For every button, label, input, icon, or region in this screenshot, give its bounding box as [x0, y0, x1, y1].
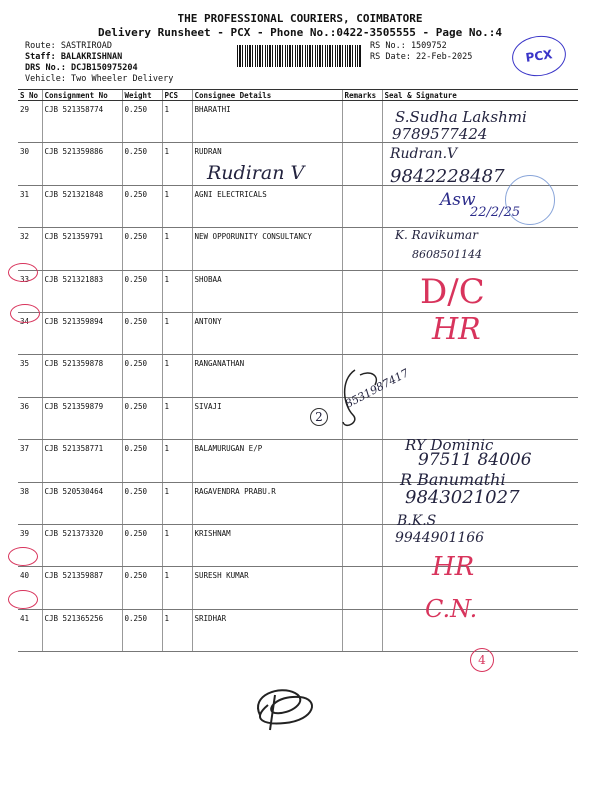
row-signature	[382, 101, 578, 143]
row-consignment: CJB 520530464	[42, 482, 122, 524]
note-40: HR	[432, 552, 475, 582]
row-signature	[382, 524, 578, 566]
table-row	[18, 101, 578, 143]
row-remarks	[342, 312, 382, 354]
col-consignee: Consignee Details	[192, 90, 342, 101]
row-signature	[382, 312, 578, 354]
col-remarks: Remarks	[342, 90, 382, 101]
row-consignment: CJB 521359878	[42, 355, 122, 397]
row-pcs: 1	[162, 143, 192, 185]
row-sno: 35	[18, 355, 42, 397]
row-signature	[382, 609, 578, 651]
signature-38: R Banumathi	[400, 470, 506, 489]
row-consignee: RUDRAN	[192, 143, 342, 185]
row-sno: 29	[18, 101, 42, 143]
row-41-circle	[8, 590, 38, 609]
row-consignee: SURESH KUMAR	[192, 567, 342, 609]
row-weight: 0.250	[122, 143, 162, 185]
row-sno: 41	[18, 609, 42, 651]
row-consignment: CJB 521359887	[42, 567, 122, 609]
company-seal	[505, 175, 555, 225]
row-consignment: CJB 521365256	[42, 609, 122, 651]
table-row	[18, 567, 578, 609]
date-31: 22/2/25	[470, 205, 521, 220]
phone-29: 9789577424	[392, 125, 488, 143]
signature-39: B.K.S	[397, 513, 437, 529]
signature-30: Rudran.V	[390, 146, 458, 162]
row-pcs: 1	[162, 228, 192, 270]
row-weight: 0.250	[122, 185, 162, 227]
table-row	[18, 524, 578, 566]
phone-32: 8608501144	[412, 248, 482, 261]
row-sno: 40	[18, 567, 42, 609]
row-weight: 0.250	[122, 101, 162, 143]
runsheet-title: Delivery Runsheet - PCX - Phone No.:0422-3505555 - Page No.:4	[98, 26, 502, 39]
row-sno: 39	[18, 524, 42, 566]
table-row	[18, 312, 578, 354]
vehicle-label: Vehicle: Two Wheeler Delivery	[25, 74, 174, 84]
row-consignee: BALAMURUGAN E/P	[192, 440, 342, 482]
row-remarks	[342, 482, 382, 524]
row-33-circle	[8, 263, 38, 282]
rs-date: RS Date: 22-Feb-2025	[370, 52, 473, 62]
row-remarks	[342, 440, 382, 482]
row-consignee: SRIDHAR	[192, 609, 342, 651]
route-label: Route: SASTRIROAD	[25, 41, 112, 51]
note-36: 2	[310, 408, 328, 426]
phone-39: 9944901166	[395, 530, 485, 546]
table-row	[18, 397, 578, 439]
staff-label: Staff: BALAKRISHNAN	[25, 52, 123, 62]
row-consignee: RAGAVENDRA PRABU.R	[192, 482, 342, 524]
row-consignment: CJB 521321883	[42, 270, 122, 312]
row-weight: 0.250	[122, 270, 162, 312]
row-pcs: 1	[162, 482, 192, 524]
row-remarks	[342, 101, 382, 143]
row-consignment: CJB 521358771	[42, 440, 122, 482]
phone-36: 8531987417	[343, 366, 411, 411]
table-row	[18, 440, 578, 482]
row-pcs: 1	[162, 609, 192, 651]
row-sno: 34	[18, 312, 42, 354]
col-signature: Seal & Signature	[382, 90, 578, 101]
row-consignee: RANGANATHAN	[192, 355, 342, 397]
phone-37: 97511 84006	[418, 450, 532, 470]
row-pcs: 1	[162, 567, 192, 609]
row-consignee: BHARATHI	[192, 101, 342, 143]
rs-number: RS No.: 1509752	[370, 41, 447, 51]
row-weight: 0.250	[122, 524, 162, 566]
row-weight: 0.250	[122, 228, 162, 270]
row-pcs: 1	[162, 270, 192, 312]
signature-37: RY Dominic	[405, 436, 494, 454]
row-consignee: AGNI ELECTRICALS	[192, 185, 342, 227]
row-signature	[382, 270, 578, 312]
row-sno: 37	[18, 440, 42, 482]
row-consignee: ANTONY	[192, 312, 342, 354]
row-sno: 33	[18, 270, 42, 312]
row-remarks	[342, 609, 382, 651]
row-weight: 0.250	[122, 440, 162, 482]
row-pcs: 1	[162, 355, 192, 397]
drs-label: DRS No.: DCJB150975204	[25, 63, 138, 73]
row-signature	[382, 440, 578, 482]
row-weight: 0.250	[122, 355, 162, 397]
barcode	[237, 45, 361, 67]
col-sno: S No	[18, 90, 42, 101]
row-pcs: 1	[162, 440, 192, 482]
circled-number: 4	[470, 648, 494, 672]
note-33: D/C	[420, 272, 485, 312]
row-signature	[382, 143, 578, 185]
col-weight: Weight	[122, 90, 162, 101]
col-pcs: PCS	[162, 90, 192, 101]
row-pcs: 1	[162, 101, 192, 143]
row-sno: 32	[18, 228, 42, 270]
row-remarks	[342, 228, 382, 270]
row-consignment: CJB 521359791	[42, 228, 122, 270]
row-weight: 0.250	[122, 482, 162, 524]
row-consignment: CJB 521358774	[42, 101, 122, 143]
table-row	[18, 355, 578, 397]
signature-29: S.Sudha Lakshmi	[395, 108, 527, 126]
delivery-table	[18, 89, 578, 652]
table-row	[18, 482, 578, 524]
row-signature	[382, 397, 578, 439]
note-41: C.N.	[425, 595, 478, 623]
table-row	[18, 228, 578, 270]
row-remarks	[342, 143, 382, 185]
row-sno: 36	[18, 397, 42, 439]
row-weight: 0.250	[122, 312, 162, 354]
row-sno: 38	[18, 482, 42, 524]
row-consignee: KRISHNAM	[192, 524, 342, 566]
row-signature	[382, 482, 578, 524]
row-signature	[382, 355, 578, 397]
note-34: HR	[432, 312, 481, 347]
row-remarks	[342, 567, 382, 609]
row-34-circle	[10, 304, 40, 323]
row-signature	[382, 228, 578, 270]
phone-38: 9843021027	[405, 487, 520, 508]
row-sno: 31	[18, 185, 42, 227]
row-remarks	[342, 270, 382, 312]
row-consignment: CJB 521359894	[42, 312, 122, 354]
table-row	[18, 185, 578, 227]
row-pcs: 1	[162, 524, 192, 566]
meta-left	[25, 41, 173, 85]
row-40-circle	[8, 547, 38, 566]
signature-31: Asw	[440, 190, 476, 210]
row-consignee: SIVAJI	[192, 397, 342, 439]
row-consignee: NEW OPPORUNITY CONSULTANCY	[192, 228, 342, 270]
company-title: THE PROFESSIONAL COURIERS, COIMBATORE	[177, 12, 423, 25]
row-consignment: CJB 521321848	[42, 185, 122, 227]
row-consignment: CJB 521359886	[42, 143, 122, 185]
row-weight: 0.250	[122, 397, 162, 439]
col-consignment: Consignment No	[42, 90, 122, 101]
row-signature	[382, 567, 578, 609]
row-sno: 30	[18, 143, 42, 185]
consignee-handwritten-name: Rudiran V	[207, 162, 305, 184]
row-consignment: CJB 521373320	[42, 524, 122, 566]
row-pcs: 1	[162, 397, 192, 439]
scribble-36	[335, 360, 395, 435]
pcx-stamp: PCX	[509, 32, 568, 79]
row-consignment: CJB 521359879	[42, 397, 122, 439]
meta-right	[370, 41, 472, 63]
table-row	[18, 143, 578, 185]
table-row	[18, 270, 578, 312]
phone-30: 9842228487	[390, 166, 505, 187]
row-pcs: 1	[162, 312, 192, 354]
row-pcs: 1	[162, 185, 192, 227]
row-remarks	[342, 524, 382, 566]
table-row	[18, 609, 578, 651]
row-remarks	[342, 185, 382, 227]
signature-32: K. Ravikumar	[395, 228, 478, 242]
row-weight: 0.250	[122, 609, 162, 651]
row-consignee: SHOBAA	[192, 270, 342, 312]
row-weight: 0.250	[122, 567, 162, 609]
table-header	[18, 90, 578, 101]
bottom-signature	[240, 675, 330, 735]
